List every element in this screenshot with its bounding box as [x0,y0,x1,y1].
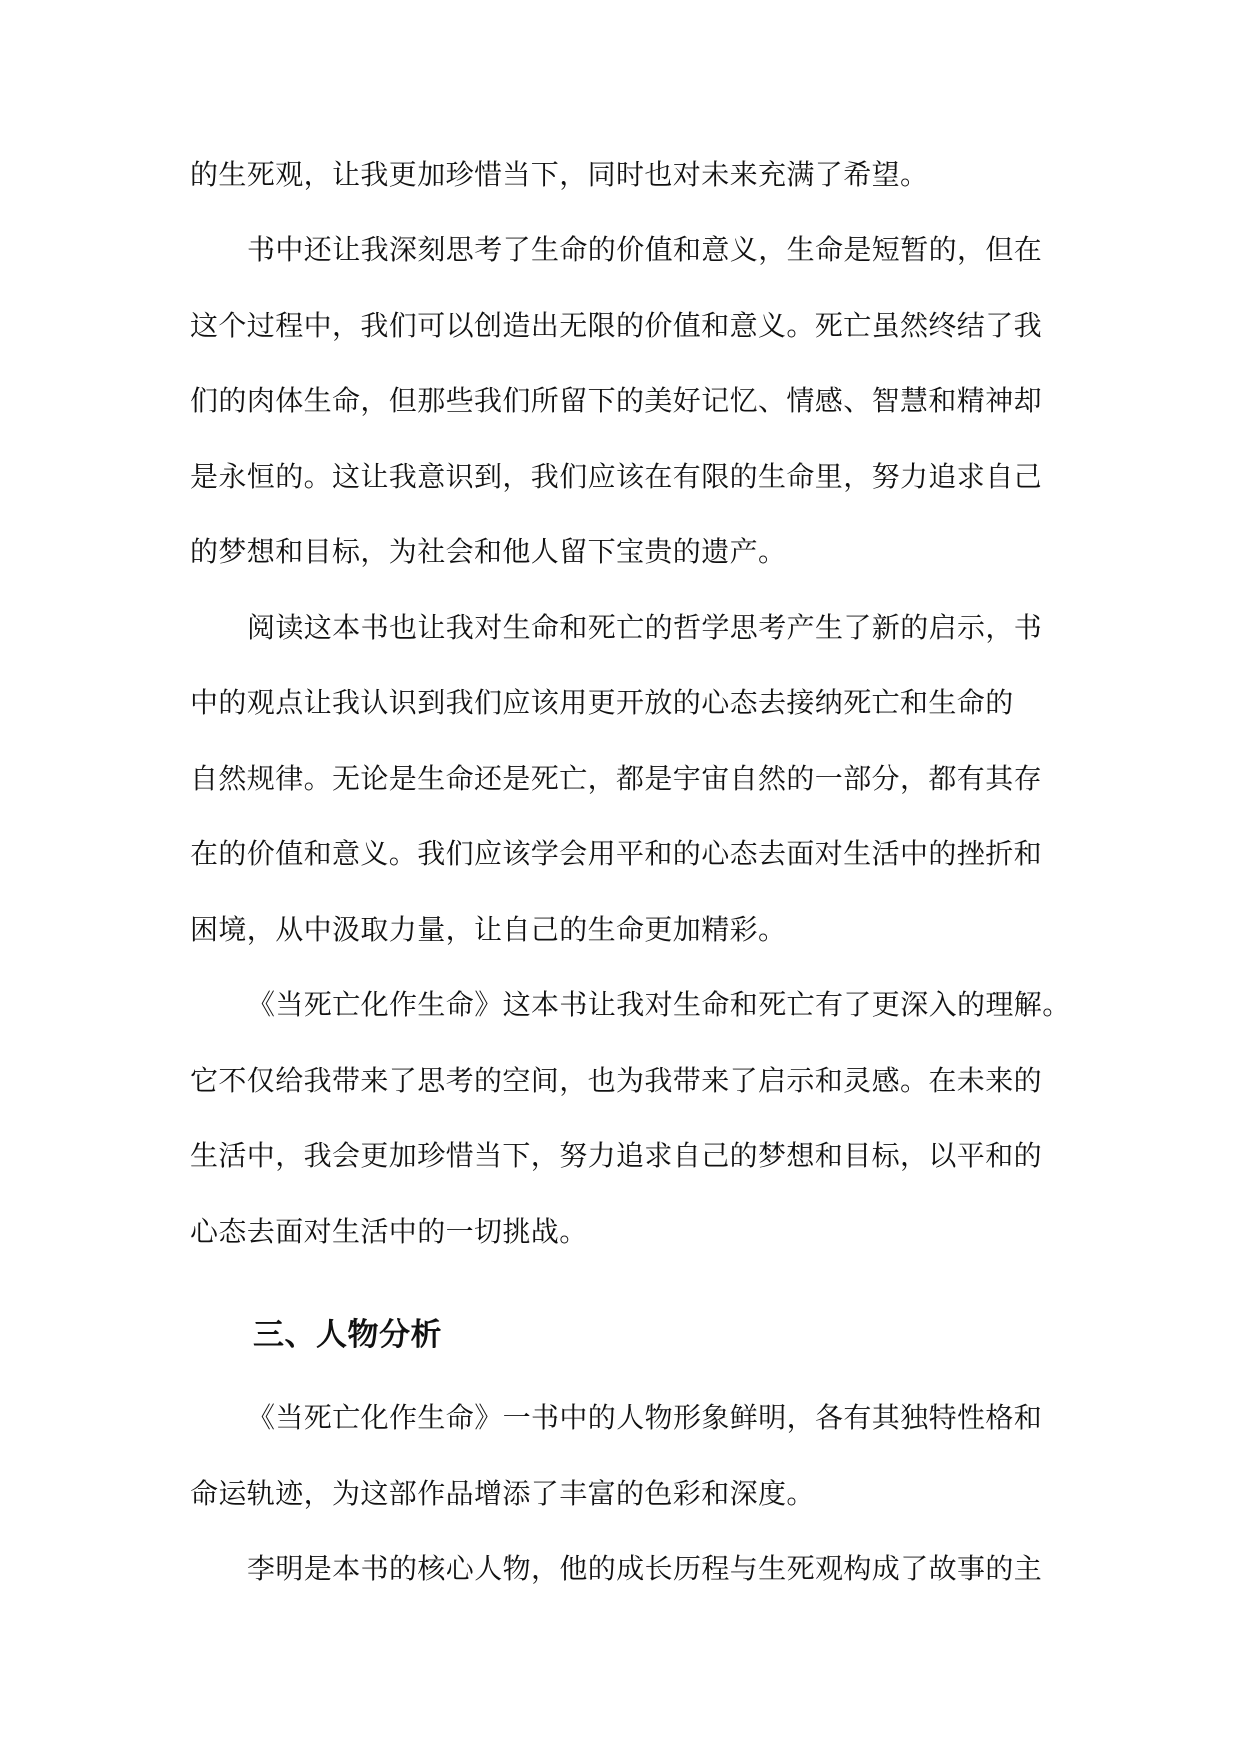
text-line: 李明是本书的核心人物，他的成长历程与生死观构成了故事的主 [247,1552,1043,1585]
text-line: 《当死亡化作生命》一书中的人物形象鲜明，各有其独特性格和 [247,1401,1043,1434]
text-line: 书中还让我深刻思考了生命的价值和意义，生命是短暂的，但在 [247,233,1043,266]
text-line: 这个过程中，我们可以创造出无限的价值和意义。死亡虽然终结了我 [190,309,1043,342]
text-line: 困境，从中汲取力量，让自己的生命更加精彩。 [190,913,787,946]
text-line: 们的肉体生命，但那些我们所留下的美好记忆、情感、智慧和精神却 [190,384,1043,417]
text-line: 是永恒的。这让我意识到，我们应该在有限的生命里，努力追求自己 [190,460,1043,493]
text-line: 中的观点让我认识到我们应该用更开放的心态去接纳死亡和生命的 [190,686,1014,719]
text-line: 《当死亡化作生命》这本书让我对生命和死亡有了更深入的理解。 [247,988,1071,1021]
section-heading: 三、人物分析 [253,1317,442,1353]
text-line: 命运轨迹，为这部作品增添了丰富的色彩和深度。 [190,1477,815,1510]
text-line: 阅读这本书也让我对生命和死亡的哲学思考产生了新的启示，书 [247,611,1043,644]
text-line: 它不仅给我带来了思考的空间，也为我带来了启示和灵感。在未来的 [190,1064,1043,1097]
text-line: 自然规律。无论是生命还是死亡，都是宇宙自然的一部分，都有其存 [190,762,1043,795]
text-line: 生活中，我会更加珍惜当下，努力追求自己的梦想和目标，以平和的 [190,1139,1043,1172]
text-line: 在的价值和意义。我们应该学会用平和的心态去面对生活中的挫折和 [190,837,1043,870]
text-line: 的生死观，让我更加珍惜当下，同时也对未来充满了希望。 [190,158,929,191]
text-line: 心态去面对生活中的一切挑战。 [190,1215,588,1248]
text-line: 的梦想和目标，为社会和他人留下宝贵的遗产。 [190,535,787,568]
